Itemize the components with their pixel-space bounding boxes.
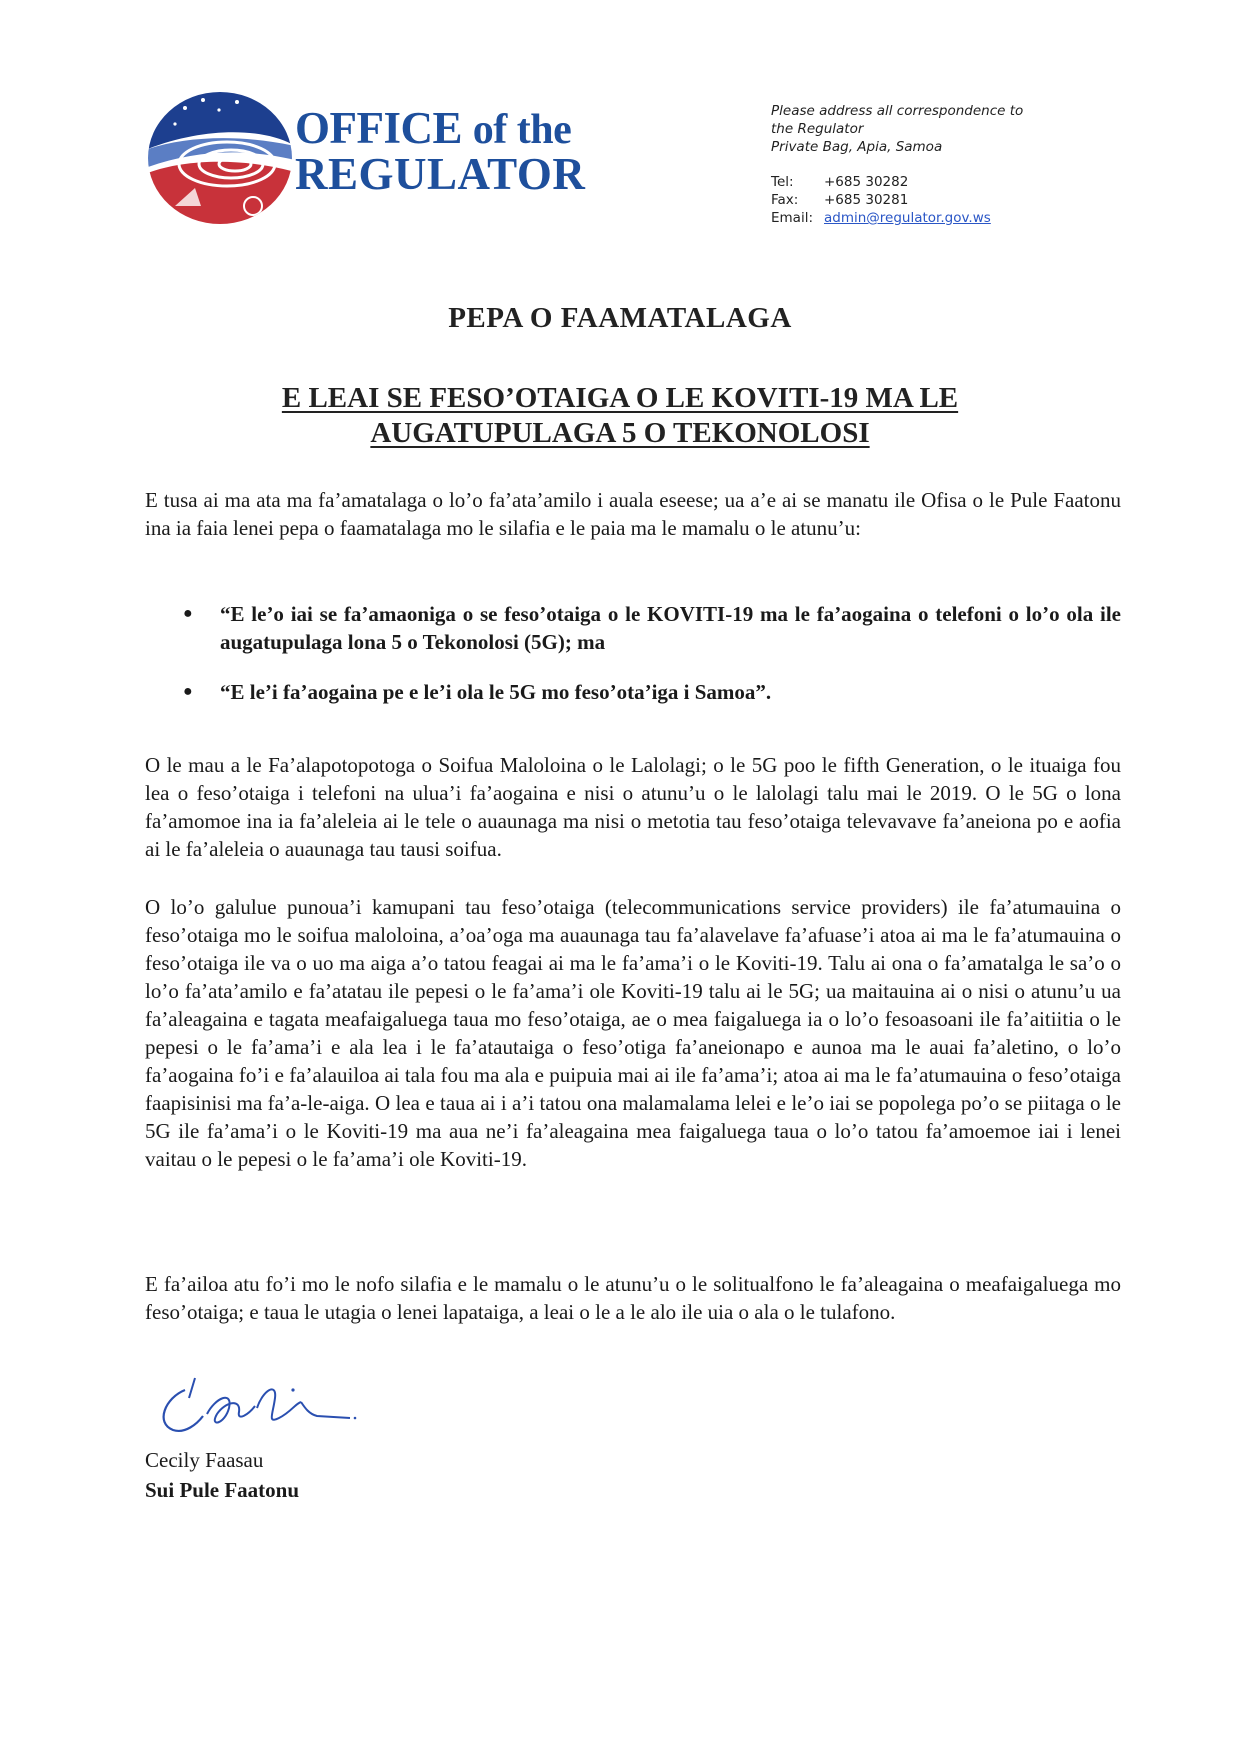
tel-value: +685 30282 <box>824 174 909 190</box>
list-item-text: “E le’i fa’aogaina pe e le’i ola le 5G mo feso’ota’iga i Samoa”. <box>220 680 772 704</box>
address-line: the Regulator <box>771 121 864 137</box>
subtitle-line: AUGATUPULAGA 5 O TEKONOLOSI <box>370 417 870 449</box>
address-line: Please address all correspondence to <box>771 103 1024 119</box>
logo-word-of-the: of the <box>472 107 572 153</box>
correspondence-address <box>771 102 1091 227</box>
who-paragraph: O le mau a le Fa’alapotopotoga o Soifua Maloloina o le Lalolagi; o le 5G poo le fifth Generation, o le ituaiga fou lea o feso’otaiga i telefoni na ulua’i fa’aogaina e nisi o atunu’u o le lalolagi talu mai le 2019. O le 5G o lona fa’amomoe ina ia fa’aleleia ai le tele o auaunaga ma nisi o metotia tau feso’otaiga televavave fa’aneiona po e aofia ai le fa’aleleia o auaunaga tau tausi soifua. <box>145 753 1121 861</box>
bullet-icon: ● <box>183 683 193 700</box>
tel-label: Tel: <box>771 174 794 190</box>
providers-paragraph: O lo’o galulue punoua’i kamupani tau feso’otaiga (telecommunications service providers) ile fa’atumauina o feso’otaiga mo le soifua maloloina, a’oa’oga ma auaunaga tau fa’alavelave fa’afuase’i atoa ai ma le fa’atumauina o feso’otaiga ile va o uo ma aiga a’o tatou feagai ai ma le fa’ama’i o le Koviti-19. Talu ai ona o fa’amatalga le sa’o o lo’o fa’ata’amilo e fa’atatau ile pepesi o le fa’ama’i ole Koviti-19 talu ai le 5G; ua maitauina ai o nisi o atunu’u ua fa’aleagaina e tagata meafaigaluega taua mo feso’otaiga, ae o mea faigaluega ia o lo’o fesoasoani ile fa’aitiitia o le pepesi o le fa’ama’i e ala lea i le fa’atautaiga o feso’otiga fa’aneionapo e aunoa ma le auai fa’aletino, o lo’o fa’aogaina fo’i e fa’alauiloa ai tala fou ma ala e puipuia mai ai ile fa’ama’i; atoa ai ma le fa’atumauina o feso’otaiga faapisinisi ma fa’a-le-aiga. O lea e taua ai i a’i tatou ona malamalama lelei e le’o iai se popolega po’o se piitaga o le 5G ile fa’ama’i o le Koviti-19 ma aua ne’i fa’aleagaina mea faigaluega taua o lo’o tatou fa’amoemoe iai i lenei vaitau o le pepesi o le fa’ama’i ole Koviti-19. <box>145 895 1121 1171</box>
contact-details <box>771 173 1091 227</box>
regulator-emblem-icon <box>145 88 295 228</box>
document-title: PEPA O FAAMATALAGA <box>448 302 792 334</box>
signer-block <box>145 1445 299 1505</box>
statement-list <box>145 600 1121 706</box>
logo-wordmark <box>295 103 586 199</box>
bullet-icon: ● <box>183 605 193 622</box>
list-item-text: “E le’o iai se fa’amaoniga o se feso’otaiga o le KOVITI-19 ma le fa’aogaina o telefoni o lo’o ola ile augatupulaga lona 5 o Tekonolosi (5G); ma <box>220 602 1121 654</box>
email-link[interactable]: admin@regulator.gov.ws <box>824 210 991 226</box>
warning-paragraph: E fa’ailoa atu fo’i mo le nofo silafia e le mamalu o le atunu’u o le solitualfono le fa’aleagaina o meafaigaluega mo feso’otaiga; e taua le utagia o lenei lapataiga, a leai o le a le alo ile uia o ala o le tulafono. <box>145 1272 1121 1324</box>
signer-name: Cecily Faasau <box>145 1448 264 1472</box>
email-label: Email: <box>771 210 814 226</box>
fax-value: +685 30281 <box>824 192 909 208</box>
list-item <box>145 678 1121 706</box>
handwritten-signature <box>145 1368 385 1443</box>
logo-word-office: OFFICE <box>295 103 463 153</box>
logo-word-regulator: REGULATOR <box>295 149 586 199</box>
signer-title: Sui Pule Faatonu <box>145 1478 300 1502</box>
fax-label: Fax: <box>771 192 799 208</box>
intro-paragraph: E tusa ai ma ata ma fa’amatalaga o lo’o fa’ata’amilo i auala eseese; ua a’e ai se manatu ile Ofisa o le Pule Faatonu ina ia faia lenei pepa o faamatalaga mo le silafia e le paia ma le mamalu o le atunu’u: <box>145 488 1121 540</box>
list-item <box>145 600 1121 656</box>
address-line: Private Bag, Apia, Samoa <box>771 139 943 155</box>
regulator-logo <box>145 88 595 228</box>
subtitle-line: E LEAI SE FESO’OTAIGA O LE KOVITI-19 MA LE <box>281 382 959 414</box>
document-subtitle <box>0 381 1240 451</box>
